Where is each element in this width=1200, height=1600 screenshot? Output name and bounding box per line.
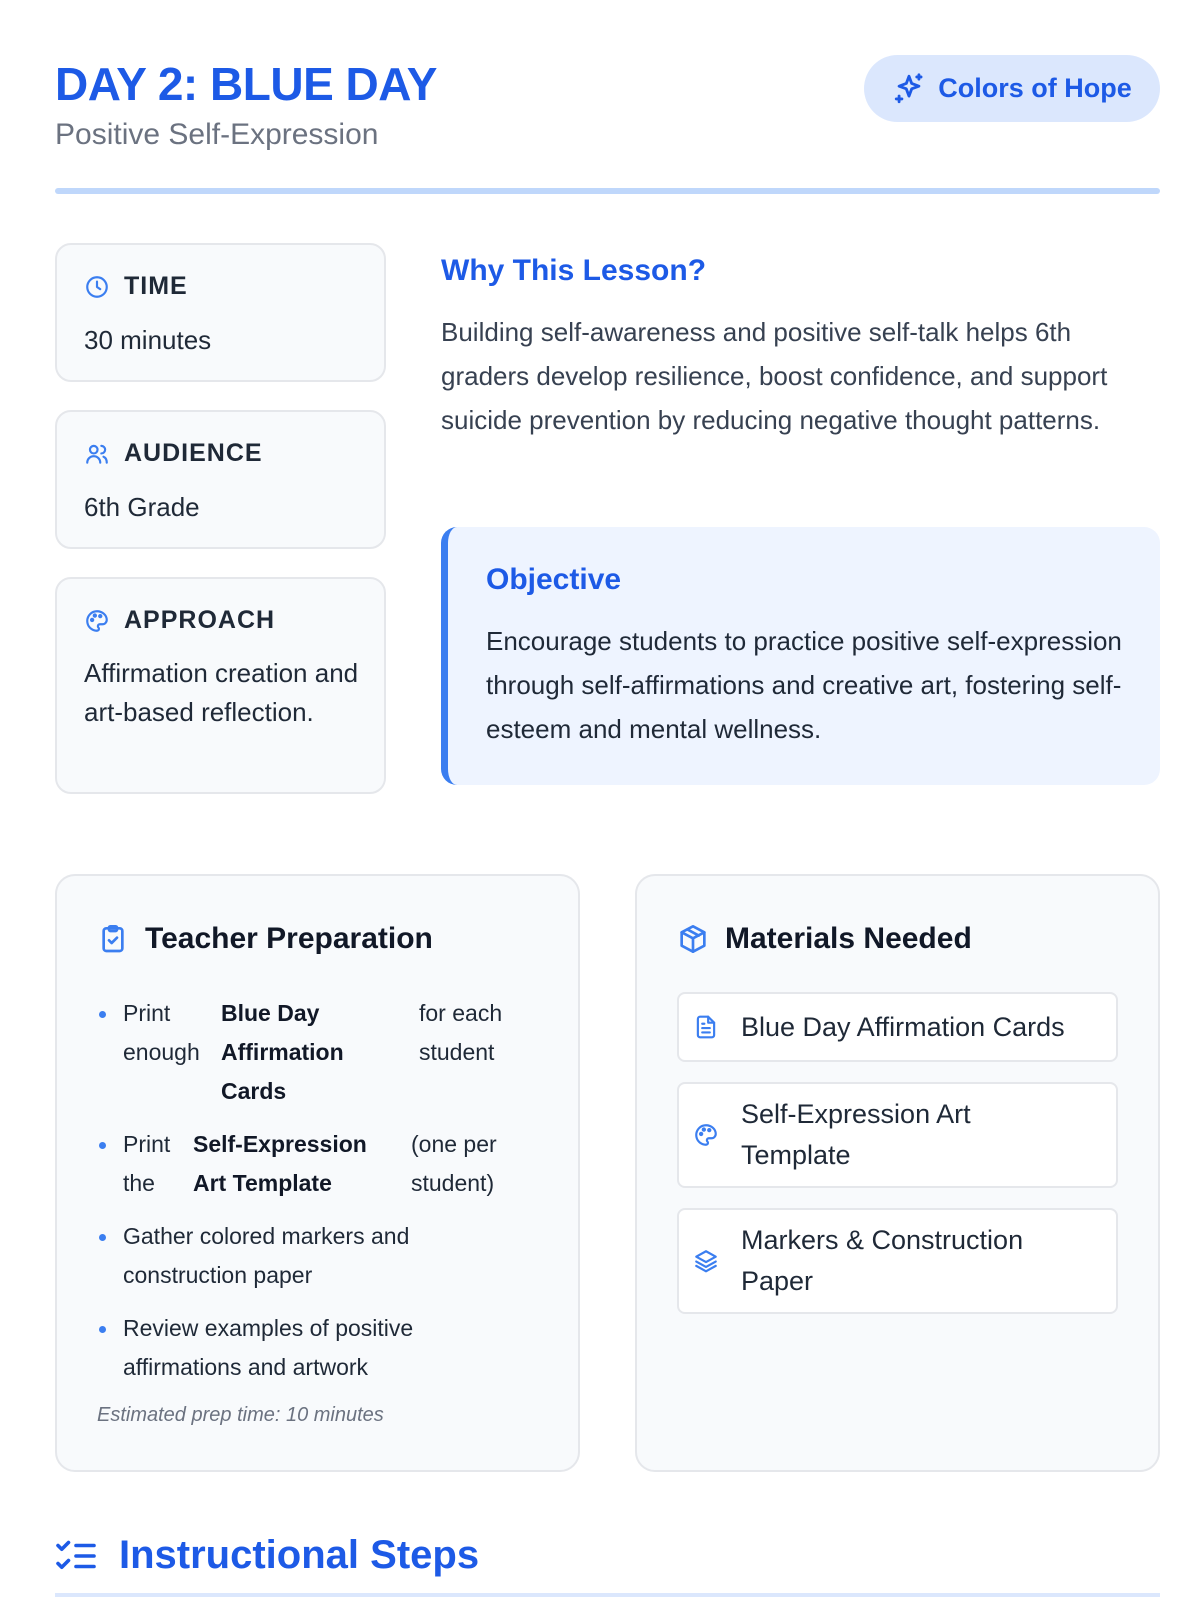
objective-text: Encourage students to practice positive self-expression through self-affirmations and creative art, fostering self-esteem and mental wellness. [486, 626, 1122, 744]
material-label: Markers & Construction Paper [741, 1225, 1024, 1296]
palette-icon [84, 608, 110, 634]
materials-panel [635, 874, 1160, 1472]
audience-label: AUDIENCE [124, 439, 263, 467]
box-icon [677, 923, 709, 955]
steps-divider [55, 1593, 1160, 1597]
page-subtitle: Positive Self-Expression [55, 118, 379, 151]
why-heading: Why This Lesson? [441, 254, 707, 287]
materials-list [677, 992, 1118, 1334]
audience-value: 6th Grade [84, 492, 200, 522]
list-item: Review examples of positive affirmations and artwork [97, 1309, 547, 1387]
approach-value: Affirmation creation and art-based reflection. [84, 658, 359, 727]
objective-heading: Objective [486, 563, 622, 596]
page-title: DAY 2: BLUE DAY [55, 58, 437, 110]
lesson-page [55, 0, 1160, 1600]
material-item [677, 1208, 1118, 1314]
approach-card [55, 577, 386, 794]
prep-list [97, 994, 547, 1401]
objective-callout [441, 527, 1160, 785]
badge-label: Colors of Hope [938, 73, 1132, 103]
list-checks-icon [55, 1537, 97, 1575]
palette-icon [693, 1122, 719, 1148]
materials-title: Materials Needed [725, 922, 972, 955]
material-label: Self-Expression Art Template [741, 1099, 971, 1170]
program-badge [864, 55, 1160, 122]
header-divider [55, 188, 1160, 194]
sparkles-icon [892, 72, 926, 106]
audience-card [55, 410, 386, 549]
steps-heading: Instructional Steps [119, 1533, 480, 1577]
time-label: TIME [124, 272, 188, 300]
layers-icon [693, 1248, 719, 1274]
material-item [677, 1082, 1118, 1188]
clipboard-check-icon [97, 923, 129, 955]
list-item: Print the Self-Expression Art Template (one per student) [97, 1125, 547, 1203]
clock-icon [84, 274, 110, 300]
teacher-prep-title: Teacher Preparation [145, 922, 433, 955]
material-label: Blue Day Affirmation Cards [741, 1011, 1065, 1042]
list-item: Print enough Blue Day Affirmation Cards for each student [97, 994, 547, 1111]
approach-label: APPROACH [124, 606, 276, 634]
prep-time-note: Estimated prep time: 10 minutes [97, 1404, 384, 1426]
users-icon [84, 441, 110, 467]
file-text-icon [693, 1014, 719, 1040]
time-card [55, 243, 386, 382]
why-text: Building self-awareness and positive self-talk helps 6th graders develop resilience, boost confidence, and support suicide prevention by reducing negative thought patterns. [441, 317, 1108, 435]
list-item: Gather colored markers and construction paper [97, 1217, 547, 1295]
teacher-prep-panel [55, 874, 580, 1472]
lesson-header [55, 55, 1160, 195]
steps-header [55, 1533, 479, 1578]
material-item [677, 992, 1118, 1062]
time-value: 30 minutes [84, 325, 212, 355]
